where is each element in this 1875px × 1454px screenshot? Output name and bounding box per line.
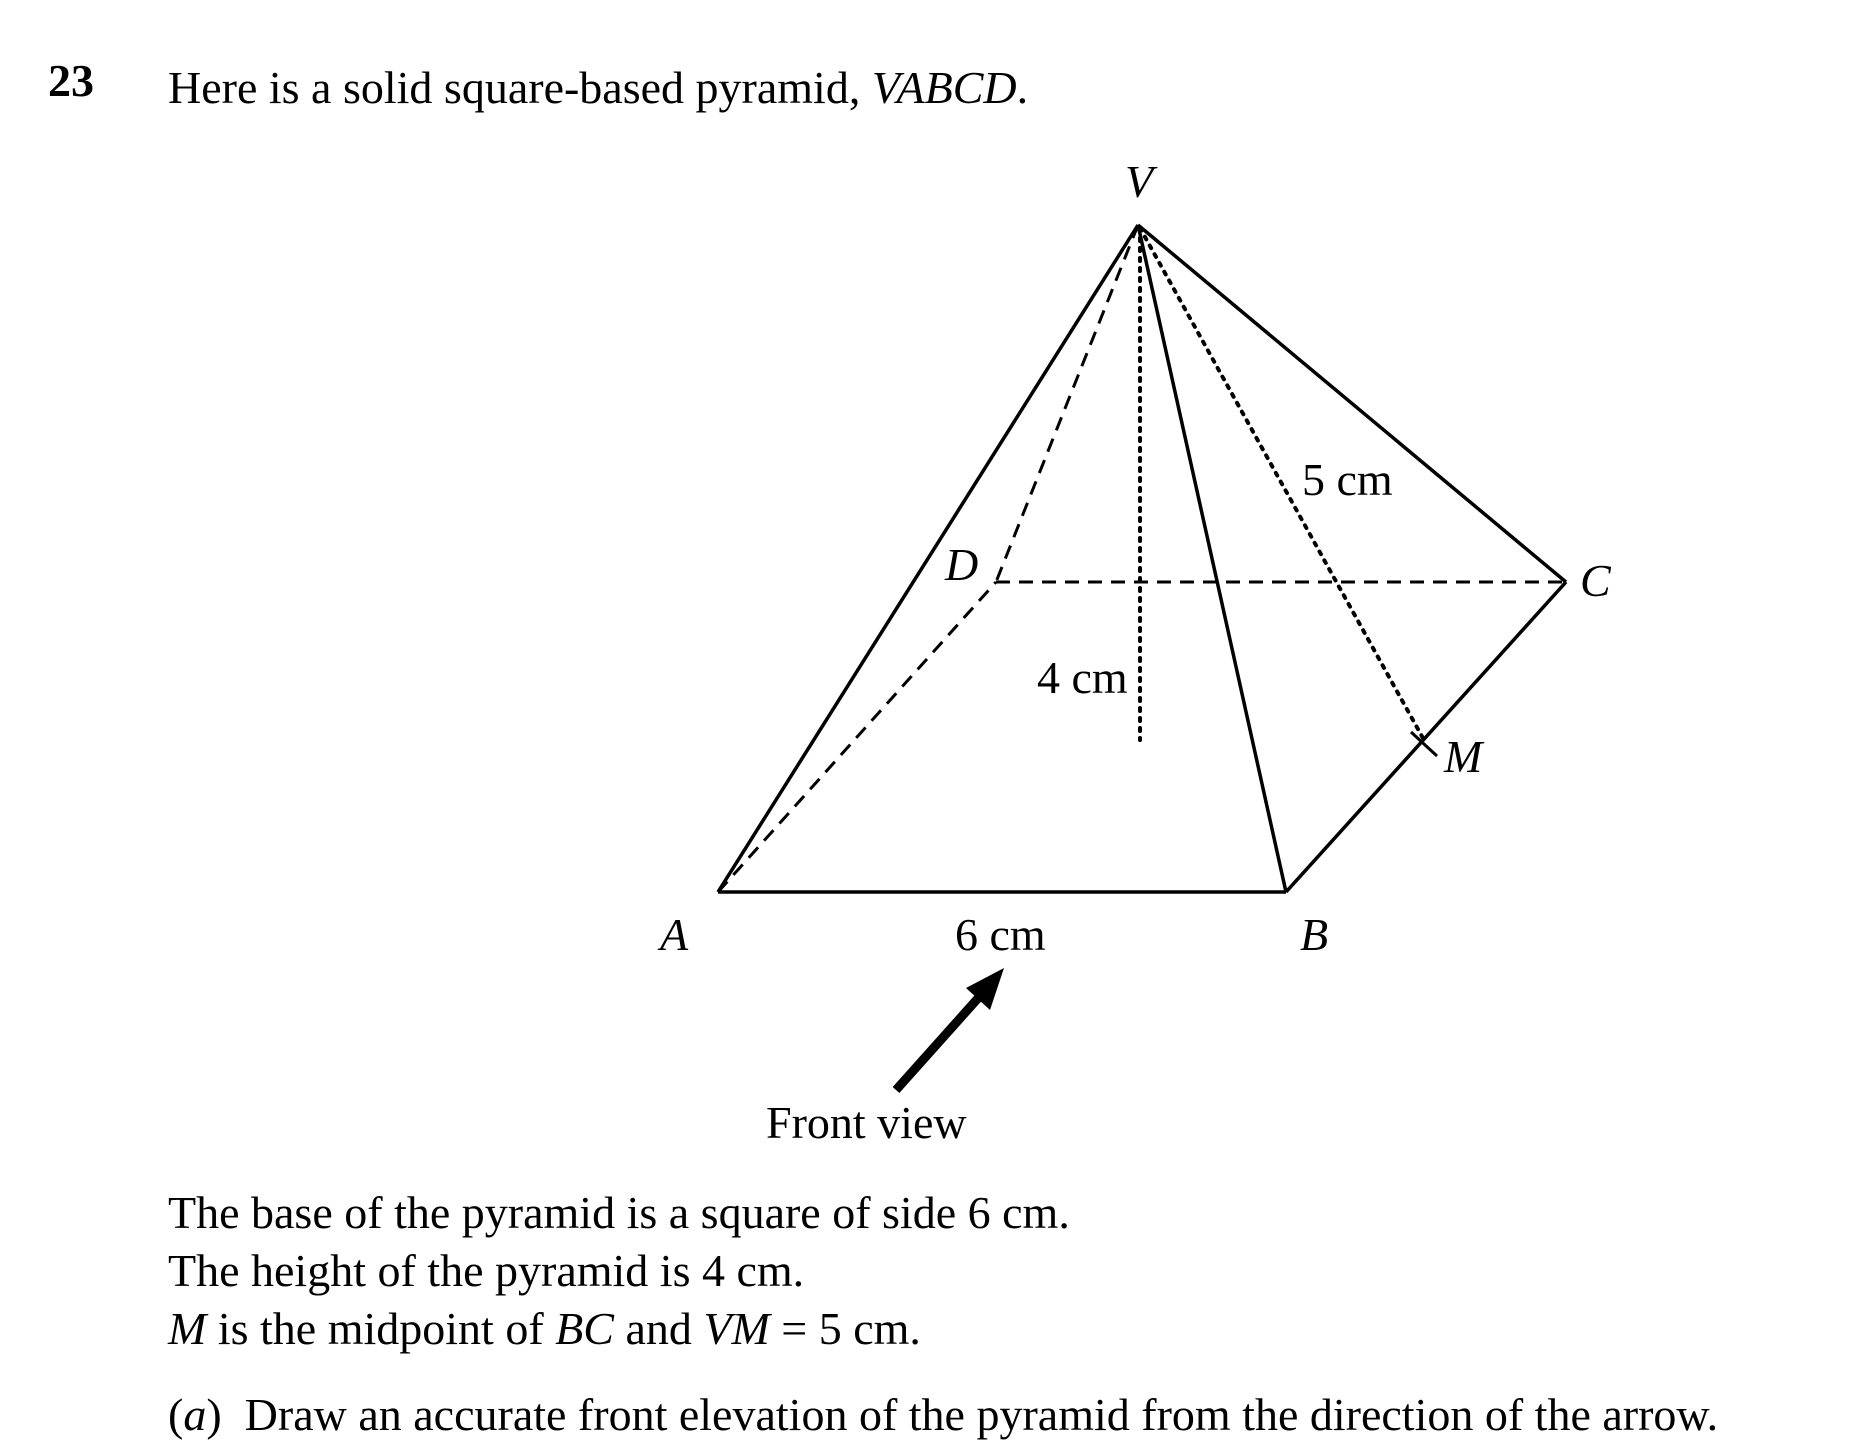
midpoint-m-tick — [1411, 732, 1437, 756]
edge-vd-hidden — [996, 225, 1138, 582]
part-a-text: Draw an accurate front elevation of the pyramid from the direction of the arrow. — [244, 1389, 1719, 1440]
label-vertex-d: D — [945, 539, 979, 590]
edge-ad-hidden — [718, 582, 996, 892]
statement-height: The height of the pyramid is 4 cm. — [168, 1245, 805, 1296]
part-a-label: a — [183, 1389, 207, 1440]
edge-vb — [1138, 225, 1286, 892]
label-slant-5cm: 5 cm — [1302, 454, 1393, 505]
question-number: 23 — [48, 55, 94, 106]
intro-text: Here is a solid square-based pyramid, — [168, 62, 872, 113]
pyramid-name: VABCD — [871, 62, 1017, 113]
statement-midpoint: M is the midpoint of BC and VM = 5 cm. — [168, 1303, 921, 1354]
edge-va — [718, 225, 1138, 892]
label-vertex-c: C — [1580, 555, 1611, 606]
edge-bc — [1286, 582, 1566, 892]
part-a-question: (a) Draw an accurate front elevation of the pyramid from the direction of the arrow. — [168, 1389, 1719, 1440]
statement-base: The base of the pyramid is a square of side 6 cm. — [168, 1187, 1070, 1238]
edge-vc — [1138, 225, 1566, 582]
label-base-6cm: 6 cm — [955, 909, 1046, 960]
intro-end: . — [1016, 62, 1029, 113]
label-vertex-b: B — [1300, 909, 1329, 960]
label-vertex-v: V — [1125, 156, 1154, 207]
label-front-view: Front view — [766, 1097, 967, 1148]
front-view-arrow — [896, 968, 1004, 1090]
label-vertex-m: M — [1444, 731, 1483, 782]
given-information — [168, 1184, 1070, 1358]
label-height-4cm: 4 cm — [1037, 652, 1128, 703]
label-vertex-a: A — [660, 909, 689, 960]
